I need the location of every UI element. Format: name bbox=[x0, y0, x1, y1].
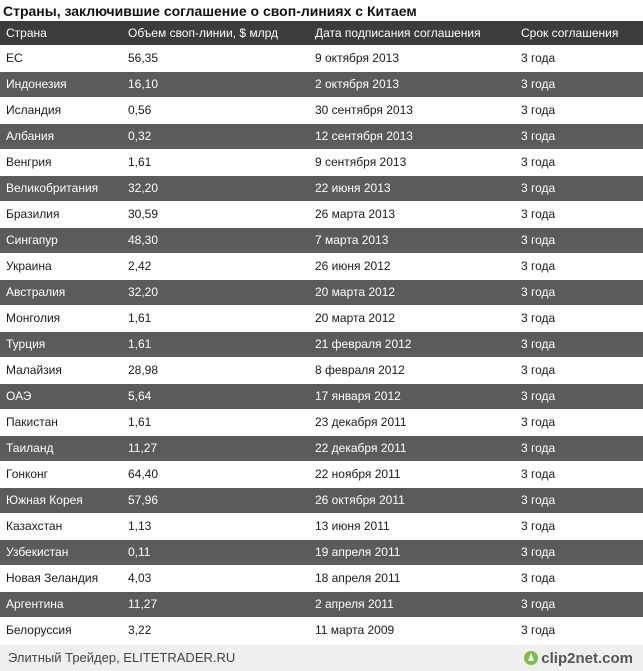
header-term: Срок соглашения bbox=[515, 21, 643, 45]
table-row bbox=[0, 279, 643, 305]
cell-country: Малайзия bbox=[0, 357, 122, 383]
cell-volume: 32,20 bbox=[122, 175, 309, 201]
header-row bbox=[0, 21, 643, 45]
cell-date: 13 июня 2011 bbox=[309, 513, 515, 539]
table-row bbox=[0, 97, 643, 123]
cell-country: Гонконг bbox=[0, 461, 122, 487]
cell-volume: 1,61 bbox=[122, 331, 309, 357]
cell-term: 3 года bbox=[515, 539, 643, 565]
table-row bbox=[0, 123, 643, 149]
table-row bbox=[0, 565, 643, 591]
cell-volume: 16,10 bbox=[122, 71, 309, 97]
cell-term: 3 года bbox=[515, 45, 643, 71]
cell-date: 21 февраля 2012 bbox=[309, 331, 515, 357]
cell-date: 20 марта 2012 bbox=[309, 279, 515, 305]
cell-volume: 28,98 bbox=[122, 357, 309, 383]
cell-volume: 1,61 bbox=[122, 149, 309, 175]
table-row bbox=[0, 591, 643, 617]
table-row bbox=[0, 45, 643, 71]
cell-date: 18 апреля 2011 bbox=[309, 565, 515, 591]
cell-country: Пакистан bbox=[0, 409, 122, 435]
cell-term: 3 года bbox=[515, 435, 643, 461]
footer bbox=[0, 645, 643, 671]
table-row bbox=[0, 175, 643, 201]
table-row bbox=[0, 357, 643, 383]
cell-country: Австралия bbox=[0, 279, 122, 305]
table-row bbox=[0, 435, 643, 461]
table-row bbox=[0, 149, 643, 175]
header-volume: Объем своп-линии, $ млрд bbox=[122, 21, 309, 45]
source-credit: Элитный Трейдер, ELITETRADER.RU bbox=[8, 650, 236, 665]
cell-volume: 1,61 bbox=[122, 305, 309, 331]
cell-date: 26 июня 2012 bbox=[309, 253, 515, 279]
cell-date: 26 октября 2011 bbox=[309, 487, 515, 513]
table-row bbox=[0, 331, 643, 357]
header-country: Страна bbox=[0, 21, 122, 45]
cell-volume: 48,30 bbox=[122, 227, 309, 253]
cell-term: 3 года bbox=[515, 487, 643, 513]
cell-term: 3 года bbox=[515, 591, 643, 617]
cell-country: Великобритания bbox=[0, 175, 122, 201]
table-row bbox=[0, 71, 643, 97]
cell-country: Белоруссия bbox=[0, 617, 122, 643]
cell-term: 3 года bbox=[515, 409, 643, 435]
table-row bbox=[0, 539, 643, 565]
cell-term: 3 года bbox=[515, 383, 643, 409]
cell-date: 19 апреля 2011 bbox=[309, 539, 515, 565]
cell-term: 3 года bbox=[515, 149, 643, 175]
cell-date: 17 января 2012 bbox=[309, 383, 515, 409]
cell-volume: 32,20 bbox=[122, 279, 309, 305]
cell-date: 7 марта 2013 bbox=[309, 227, 515, 253]
cell-term: 3 года bbox=[515, 513, 643, 539]
cell-date: 12 сентября 2013 bbox=[309, 123, 515, 149]
cell-volume: 0,32 bbox=[122, 123, 309, 149]
table-row bbox=[0, 201, 643, 227]
watermark-text: clip2net.com bbox=[541, 649, 633, 667]
cell-term: 3 года bbox=[515, 617, 643, 643]
cell-country: Турция bbox=[0, 331, 122, 357]
table-body bbox=[0, 45, 643, 643]
cell-date: 26 марта 2013 bbox=[309, 201, 515, 227]
cell-term: 3 года bbox=[515, 123, 643, 149]
cell-country: Исландия bbox=[0, 97, 122, 123]
upload-arrow-icon bbox=[524, 651, 538, 665]
cell-volume: 0,56 bbox=[122, 97, 309, 123]
cell-country: Индонезия bbox=[0, 71, 122, 97]
header-date: Дата подписания соглашения bbox=[309, 21, 515, 45]
cell-date: 9 октября 2013 bbox=[309, 45, 515, 71]
table-row bbox=[0, 409, 643, 435]
table-header bbox=[0, 21, 643, 45]
cell-date: 22 декабря 2011 bbox=[309, 435, 515, 461]
cell-country: Аргентина bbox=[0, 591, 122, 617]
cell-term: 3 года bbox=[515, 253, 643, 279]
cell-volume: 56,35 bbox=[122, 45, 309, 71]
table-row bbox=[0, 513, 643, 539]
cell-term: 3 года bbox=[515, 71, 643, 97]
cell-date: 22 ноября 2011 bbox=[309, 461, 515, 487]
cell-country: Узбекистан bbox=[0, 539, 122, 565]
cell-volume: 11,27 bbox=[122, 435, 309, 461]
cell-country: Южная Корея bbox=[0, 487, 122, 513]
cell-term: 3 года bbox=[515, 227, 643, 253]
cell-volume: 1,13 bbox=[122, 513, 309, 539]
cell-term: 3 года bbox=[515, 461, 643, 487]
cell-term: 3 года bbox=[515, 565, 643, 591]
page-title: Страны, заключившие соглашение о своп-линиях с Китаем bbox=[3, 3, 417, 19]
cell-date: 2 октября 2013 bbox=[309, 71, 515, 97]
cell-country: ОАЭ bbox=[0, 383, 122, 409]
cell-country: Таиланд bbox=[0, 435, 122, 461]
cell-country: Украина bbox=[0, 253, 122, 279]
cell-country: Новая Зеландия bbox=[0, 565, 122, 591]
cell-country: Сингапур bbox=[0, 227, 122, 253]
cell-country: Бразилия bbox=[0, 201, 122, 227]
cell-volume: 30,59 bbox=[122, 201, 309, 227]
table-row bbox=[0, 617, 643, 643]
cell-volume: 1,61 bbox=[122, 409, 309, 435]
cell-country: ЕС bbox=[0, 45, 122, 71]
cell-term: 3 года bbox=[515, 305, 643, 331]
table-row bbox=[0, 461, 643, 487]
cell-date: 9 сентября 2013 bbox=[309, 149, 515, 175]
watermark-logo bbox=[524, 648, 633, 668]
cell-volume: 5,64 bbox=[122, 383, 309, 409]
swap-lines-table bbox=[0, 21, 643, 644]
cell-term: 3 года bbox=[515, 357, 643, 383]
cell-volume: 57,96 bbox=[122, 487, 309, 513]
cell-term: 3 года bbox=[515, 97, 643, 123]
cell-country: Казахстан bbox=[0, 513, 122, 539]
cell-date: 2 апреля 2011 bbox=[309, 591, 515, 617]
table-row bbox=[0, 383, 643, 409]
cell-date: 22 июня 2013 bbox=[309, 175, 515, 201]
cell-term: 3 года bbox=[515, 331, 643, 357]
cell-term: 3 года bbox=[515, 201, 643, 227]
cell-date: 30 сентября 2013 bbox=[309, 97, 515, 123]
cell-date: 20 марта 2012 bbox=[309, 305, 515, 331]
cell-country: Венгрия bbox=[0, 149, 122, 175]
cell-volume: 2,42 bbox=[122, 253, 309, 279]
table-row bbox=[0, 227, 643, 253]
cell-country: Монголия bbox=[0, 305, 122, 331]
cell-date: 23 декабря 2011 bbox=[309, 409, 515, 435]
table-row bbox=[0, 305, 643, 331]
cell-volume: 0,11 bbox=[122, 539, 309, 565]
cell-volume: 11,27 bbox=[122, 591, 309, 617]
cell-volume: 4,03 bbox=[122, 565, 309, 591]
table-row bbox=[0, 253, 643, 279]
cell-date: 11 марта 2009 bbox=[309, 617, 515, 643]
cell-date: 8 февраля 2012 bbox=[309, 357, 515, 383]
table-row bbox=[0, 487, 643, 513]
cell-volume: 64,40 bbox=[122, 461, 309, 487]
cell-term: 3 года bbox=[515, 175, 643, 201]
cell-volume: 3,22 bbox=[122, 617, 309, 643]
cell-country: Албания bbox=[0, 123, 122, 149]
cell-term: 3 года bbox=[515, 279, 643, 305]
